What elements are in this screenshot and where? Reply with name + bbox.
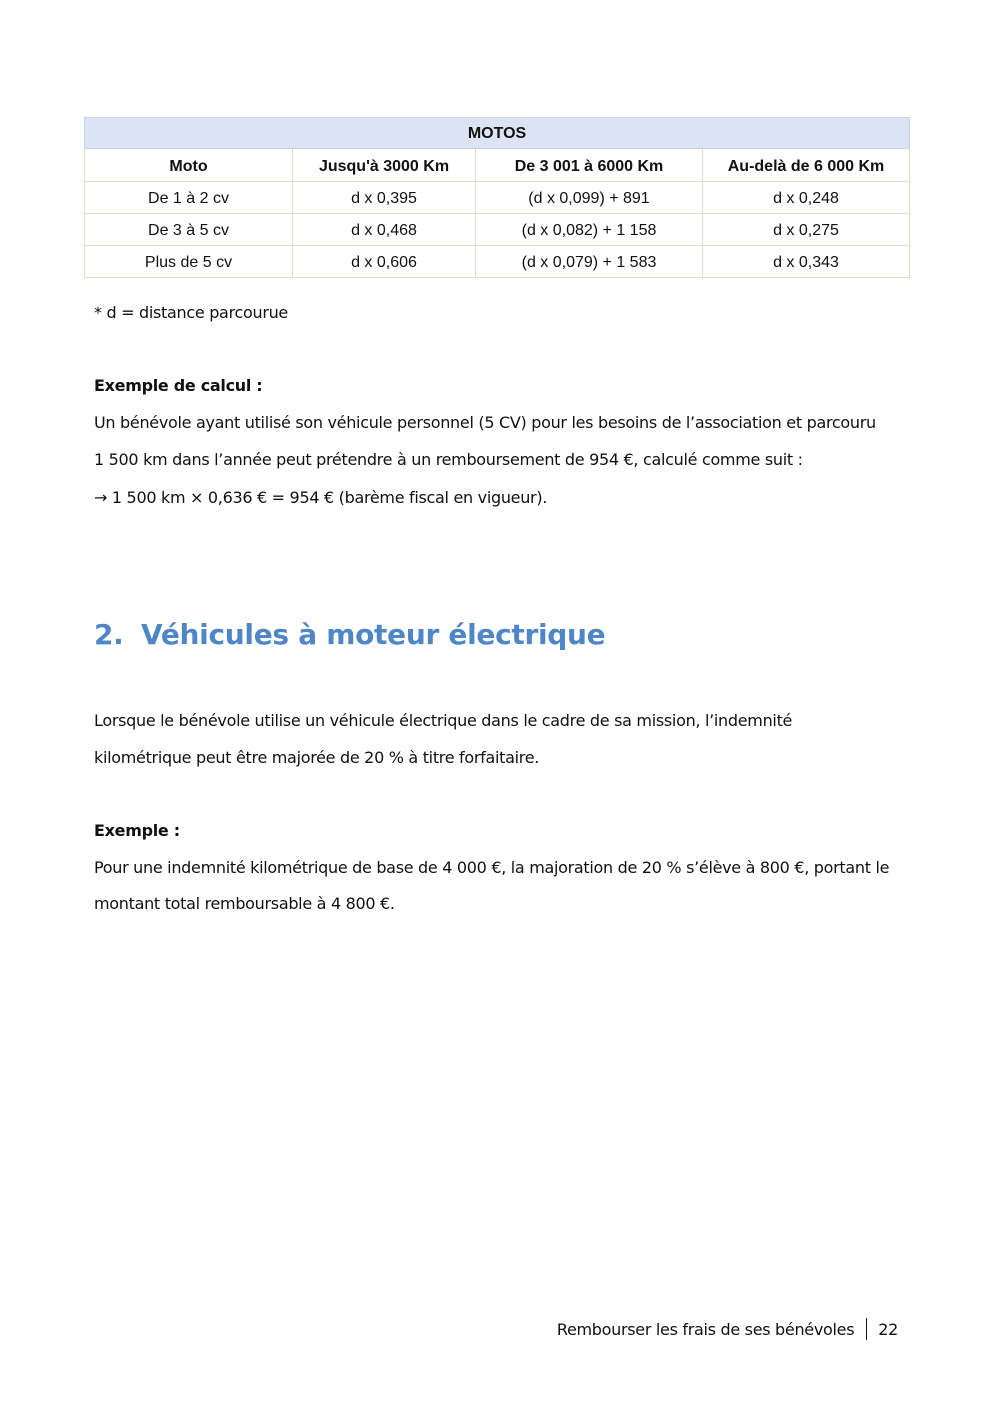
table-cell: d x 0,275 (703, 214, 910, 246)
example-calc-line: 1 500 km dans l’année peut prétendre à un remboursement de 954 €, calculé comme suit : (94, 450, 803, 469)
table-cell: (d x 0,079) + 1 583 (476, 246, 703, 278)
section-heading (94, 618, 605, 651)
table-cell: De 3 à 5 cv (85, 214, 293, 246)
column-header: Jusqu'à 3000 Km (293, 149, 476, 182)
table-cell: (d x 0,082) + 1 158 (476, 214, 703, 246)
table-row (85, 182, 910, 214)
section-paragraph-line: kilométrique peut être majorée de 20 % à titre forfaitaire. (94, 748, 540, 767)
table-cell: d x 0,468 (293, 214, 476, 246)
column-header: Au-delà de 6 000 Km (703, 149, 910, 182)
table-title-row (85, 118, 910, 149)
column-header: De 3 001 à 6000 Km (476, 149, 703, 182)
column-header: Moto (85, 149, 293, 182)
page-footer (557, 1318, 898, 1340)
table-title: MOTOS (85, 118, 910, 149)
example-line: montant total remboursable à 4 800 €. (94, 894, 395, 913)
table-cell: d x 0,606 (293, 246, 476, 278)
table-cell: De 1 à 2 cv (85, 182, 293, 214)
table-header-row (85, 149, 910, 182)
footnote: * d = distance parcourue (94, 303, 288, 322)
table-row (85, 246, 910, 278)
table-cell: d x 0,395 (293, 182, 476, 214)
table-cell: d x 0,343 (703, 246, 910, 278)
footer-separator (866, 1318, 867, 1340)
example-line: Pour une indemnité kilométrique de base de 4 000 €, la majoration de 20 % s’élève à 800 €, portant le (94, 858, 890, 877)
table-cell: d x 0,248 (703, 182, 910, 214)
section-paragraph-line: Lorsque le bénévole utilise un véhicule électrique dans le cadre de sa mission, l’indemnité (94, 711, 793, 730)
example-calc-line: Un bénévole ayant utilisé son véhicule personnel (5 CV) pour les besoins de l’association et parcouru (94, 413, 876, 432)
example-calc-line: → 1 500 km × 0,636 € = 954 € (barème fiscal en vigueur). (94, 488, 548, 507)
footer-document-title: Rembourser les frais de ses bénévoles (556, 1319, 855, 1339)
motos-rate-table (84, 117, 910, 278)
table-cell: (d x 0,099) + 891 (476, 182, 703, 214)
section-number: 2. (94, 618, 124, 651)
example-heading: Exemple : (94, 821, 180, 840)
page-number: 22 (878, 1319, 898, 1339)
table-row (85, 214, 910, 246)
example-calc-heading: Exemple de calcul : (94, 376, 263, 395)
table-cell: Plus de 5 cv (85, 246, 293, 278)
section-title-text: Véhicules à moteur électrique (141, 618, 606, 651)
